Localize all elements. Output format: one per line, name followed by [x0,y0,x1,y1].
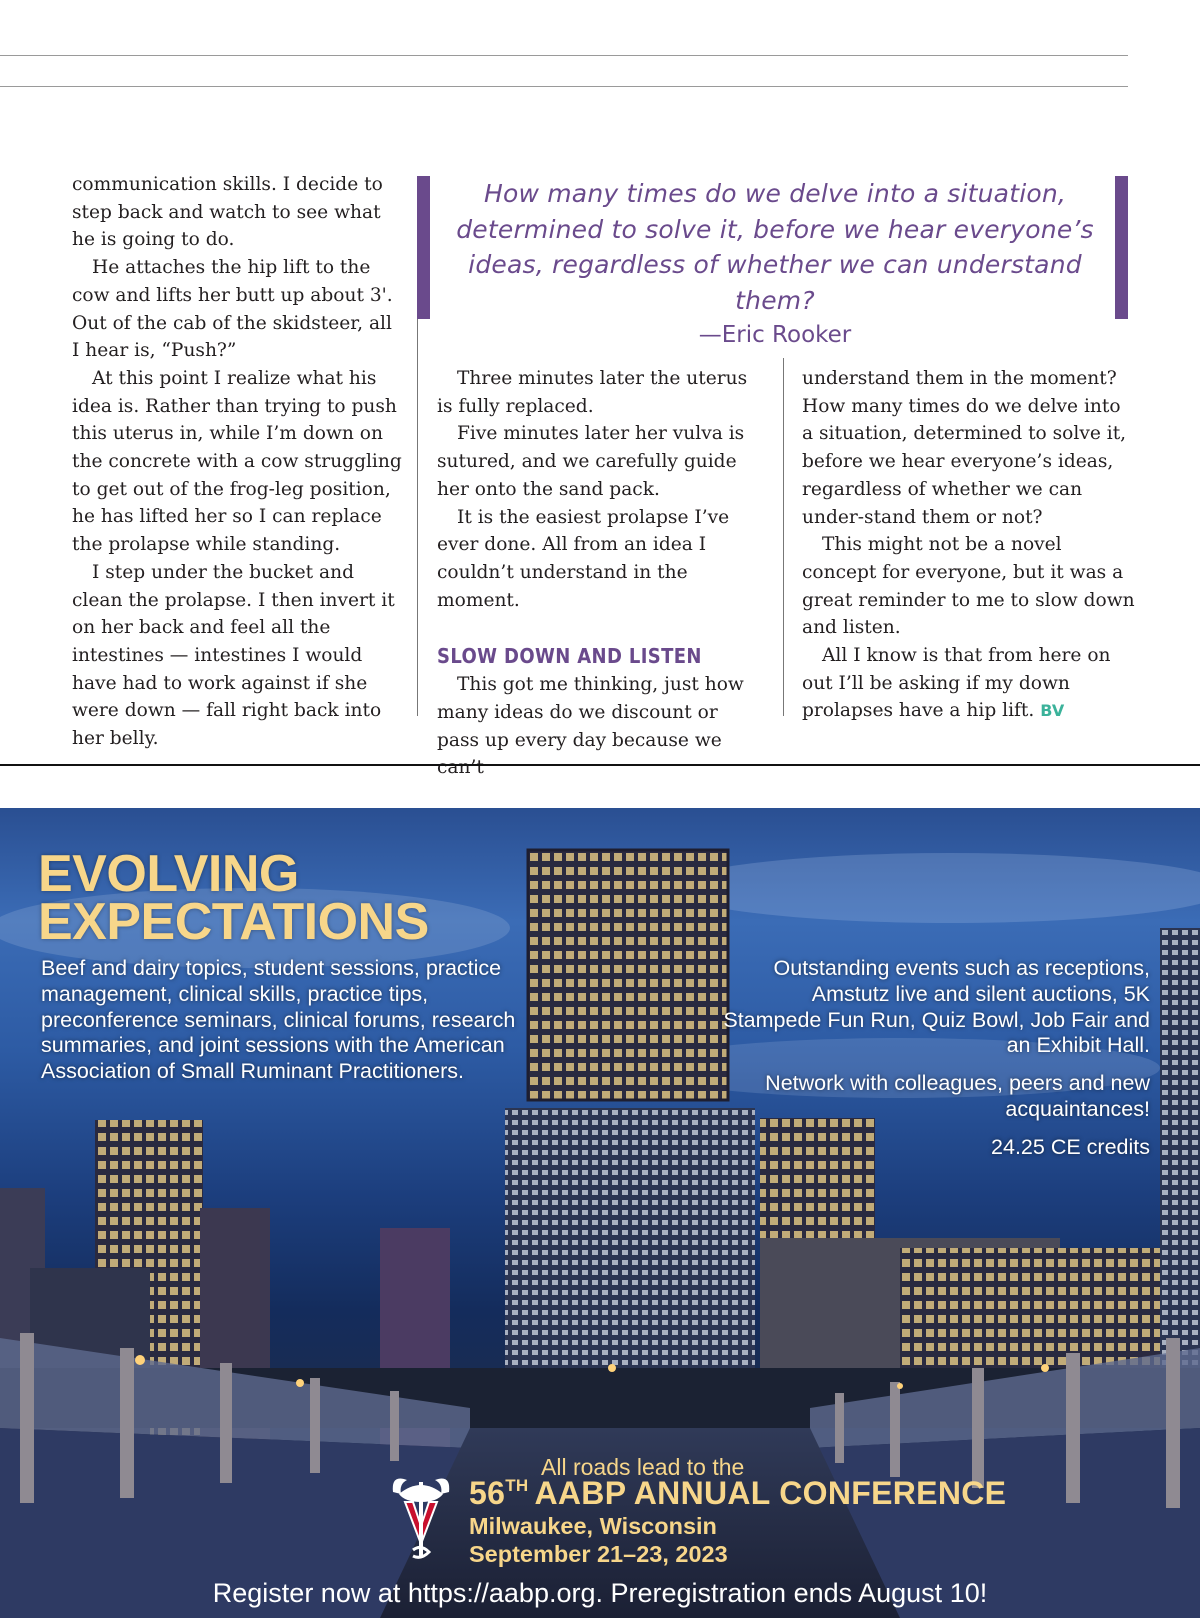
ad-dates: September 21–23, 2023 [469,1541,728,1567]
ad-headline [38,845,429,951]
paragraph-text: All I know is that from here on out I’ll be asking if my down prolapses have a hip lift. [802,645,1111,722]
paragraph [802,642,1136,725]
paragraph: This got me thinking, just how many ideas do we discount or pass up every day because we can’t [437,674,744,779]
ad-register-text: Register now at https://aabp.org. Preregistration ends August 10! [212,1578,988,1608]
ad-separator-rule [0,764,1200,766]
end-mark: BV [1040,701,1065,721]
paragraph: Three minutes later the uterus is fully replaced. [437,368,748,417]
ad-credits-text: 24.25 CE credits [991,1134,1150,1159]
paragraph: I step under the bucket and clean the prolapse. I then invert it on her back and feel all the intestines — intestines I would have had to work against if she were down — fall right back into her belly. [72,561,395,750]
ad-right-description [710,956,1150,1173]
pullquote-text: How many times do we delve into a situation, determined to solve it, before we hear everyone’s ideas, regardless of whether we can understand them? [456,179,1094,315]
article-column-2 [437,365,765,782]
top-rule [0,55,1128,56]
paragraph: It is the easiest prolapse I’ve ever done. All from an idea I couldn’t understand in the moment. [437,506,730,611]
ad-events-text: Outstanding events such as receptions, Amstutz live and silent auctions, 5K Stampede Fun Run, Quiz Bowl, Job Fair and an Exhibit Hall. [723,956,1150,1058]
ad-title-number: 56 [469,1475,506,1511]
paragraph: understand them in the moment? How many times do we delve into a situation, determined to solve it, before we hear everyone’s ideas, regardless of whether we can under-stand them or not? [802,368,1127,528]
ad-conference-title [469,1475,1006,1512]
article-column-1 [72,171,402,753]
ad-tagline: All roads lead to the [541,1454,745,1480]
pullquote-bar-left [417,176,430,319]
ad-title-ordinal: TH [505,1476,529,1495]
pullquote [443,176,1107,354]
ad-network-text: Network with colleagues, peers and new acquaintances! [765,1071,1150,1121]
aabp-caduceus-logo-icon [385,1472,457,1568]
ad-left-description: Beef and dairy topics, student sessions, practice management, clinical skills, practice tips, preconference seminars, clinical forums, research summaries, and joint sessions with the American Association of Small Ruminant Practitioners. [41,956,516,1084]
pullquote-attribution: —Eric Rooker [698,322,852,348]
article-column-3 [802,365,1136,725]
ad-location-dates [469,1512,728,1568]
paragraph: communication skills. I decide to step back and watch to see what he is going to do. [72,174,383,251]
column-divider [783,358,784,716]
ad-title-text: AABP ANNUAL CONFERENCE [534,1475,1007,1511]
top-rule-second [0,86,1128,87]
pullquote-bar-right [1115,176,1128,319]
ad-headline-line-2: EXPECTATIONS [38,893,429,951]
paragraph: Five minutes later her vulva is sutured, and we carefully guide her onto the sand pack. [437,423,745,500]
section-heading: SLOW DOWN AND LISTEN [437,644,702,669]
paragraph: At this point I realize what his idea is. Rather than trying to push this uterus in, while I’m down on the concrete with a cow struggling to get out of the frog-leg position, he has lifted her so I can replace the prolapse while standing. [72,367,402,556]
paragraph: He attaches the hip lift to the cow and lifts her butt up about 3'. Out of the cab of the skidsteer, all I hear is, “Push?” [72,257,393,362]
paragraph: This might not be a novel concept for everyone, but it was a great reminder to me to slow down and listen. [802,534,1135,639]
ad-city: Milwaukee, Wisconsin [469,1513,717,1539]
ad-headline-line-1: EVOLVING [38,845,299,903]
conference-advertisement [0,808,1200,1618]
